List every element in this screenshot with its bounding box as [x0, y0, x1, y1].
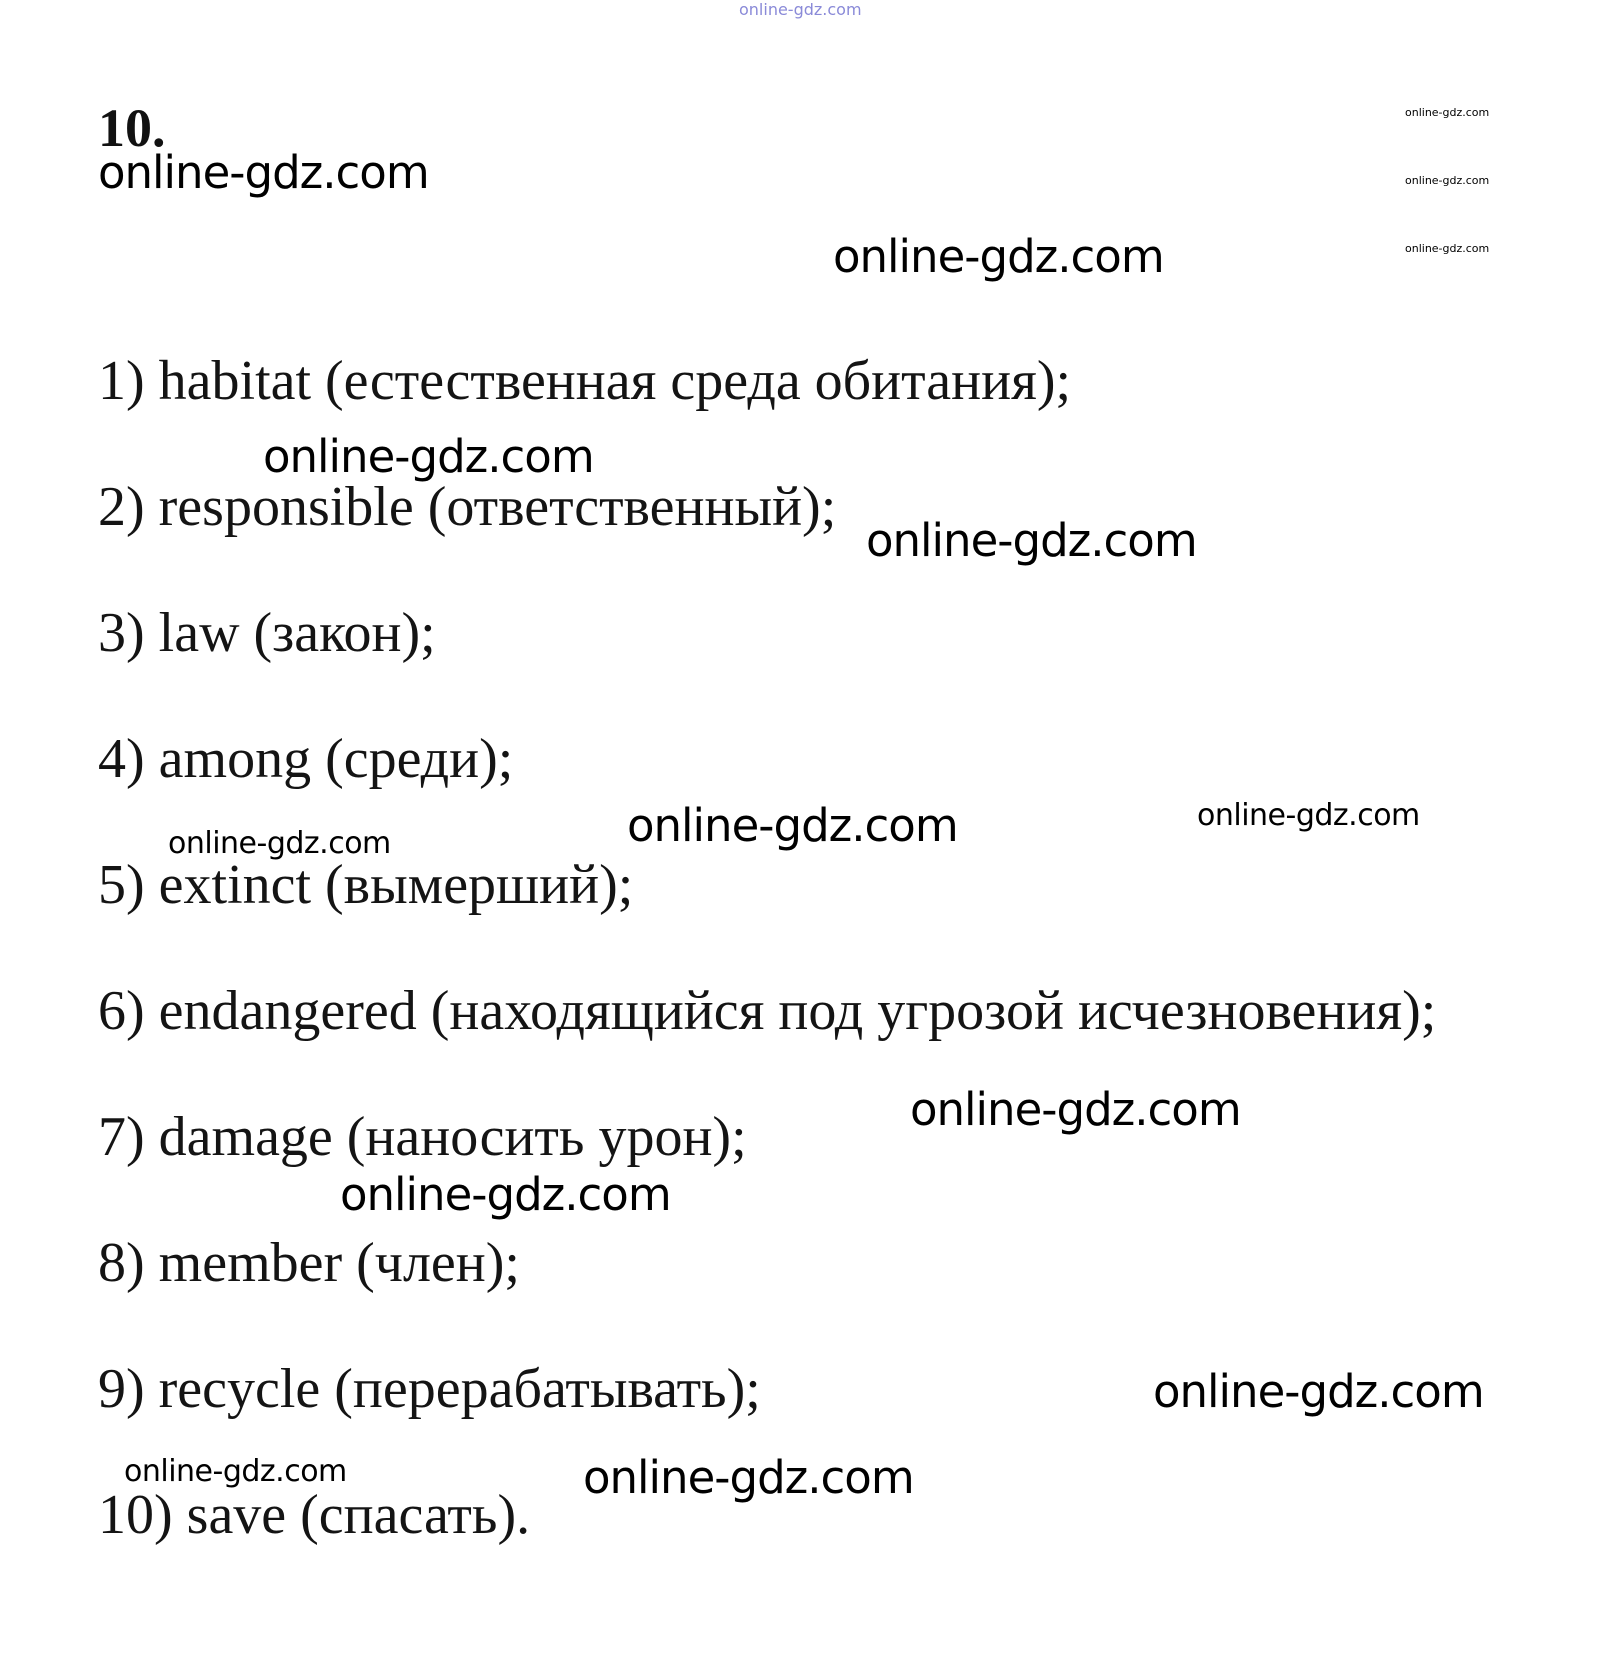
watermark: online-gdz.com [340, 1168, 671, 1221]
watermark: online-gdz.com [833, 230, 1164, 283]
watermark: online-gdz.com [98, 146, 429, 199]
watermark: online-gdz.com [168, 826, 391, 861]
watermark: online-gdz.com [1405, 242, 1490, 255]
list-item-5: 5) extinct (вымерший); [98, 854, 634, 916]
watermark: online-gdz.com [1153, 1365, 1484, 1418]
watermark: online-gdz.com [1197, 798, 1420, 833]
exercise-number: 10. [98, 98, 166, 158]
list-item-6: 6) endangered (находящийся под угрозой исчезновения); [98, 980, 1437, 1042]
watermark: online-gdz.com [583, 1451, 914, 1504]
watermark: online-gdz.com [910, 1083, 1241, 1136]
list-item-10: 10) save (спасать). [98, 1484, 531, 1546]
list-item-9: 9) recycle (перерабатывать); [98, 1358, 761, 1420]
watermark: online-gdz.com [866, 514, 1197, 567]
watermark-top: online-gdz.com [739, 0, 862, 19]
list-item-7: 7) damage (наносить урон); [98, 1106, 747, 1168]
list-item-3: 3) law (закон); [98, 602, 436, 664]
watermark: online-gdz.com [1405, 106, 1490, 119]
watermark: online-gdz.com [124, 1454, 347, 1489]
list-item-2: 2) responsible (ответственный); [98, 476, 837, 538]
list-item-4: 4) among (среди); [98, 728, 514, 790]
list-item-1: 1) habitat (естественная среда обитания); [98, 350, 1072, 412]
watermark: online-gdz.com [263, 430, 594, 483]
watermark: online-gdz.com [627, 799, 958, 852]
list-item-8: 8) member (член); [98, 1232, 520, 1294]
watermark: online-gdz.com [1405, 174, 1490, 187]
